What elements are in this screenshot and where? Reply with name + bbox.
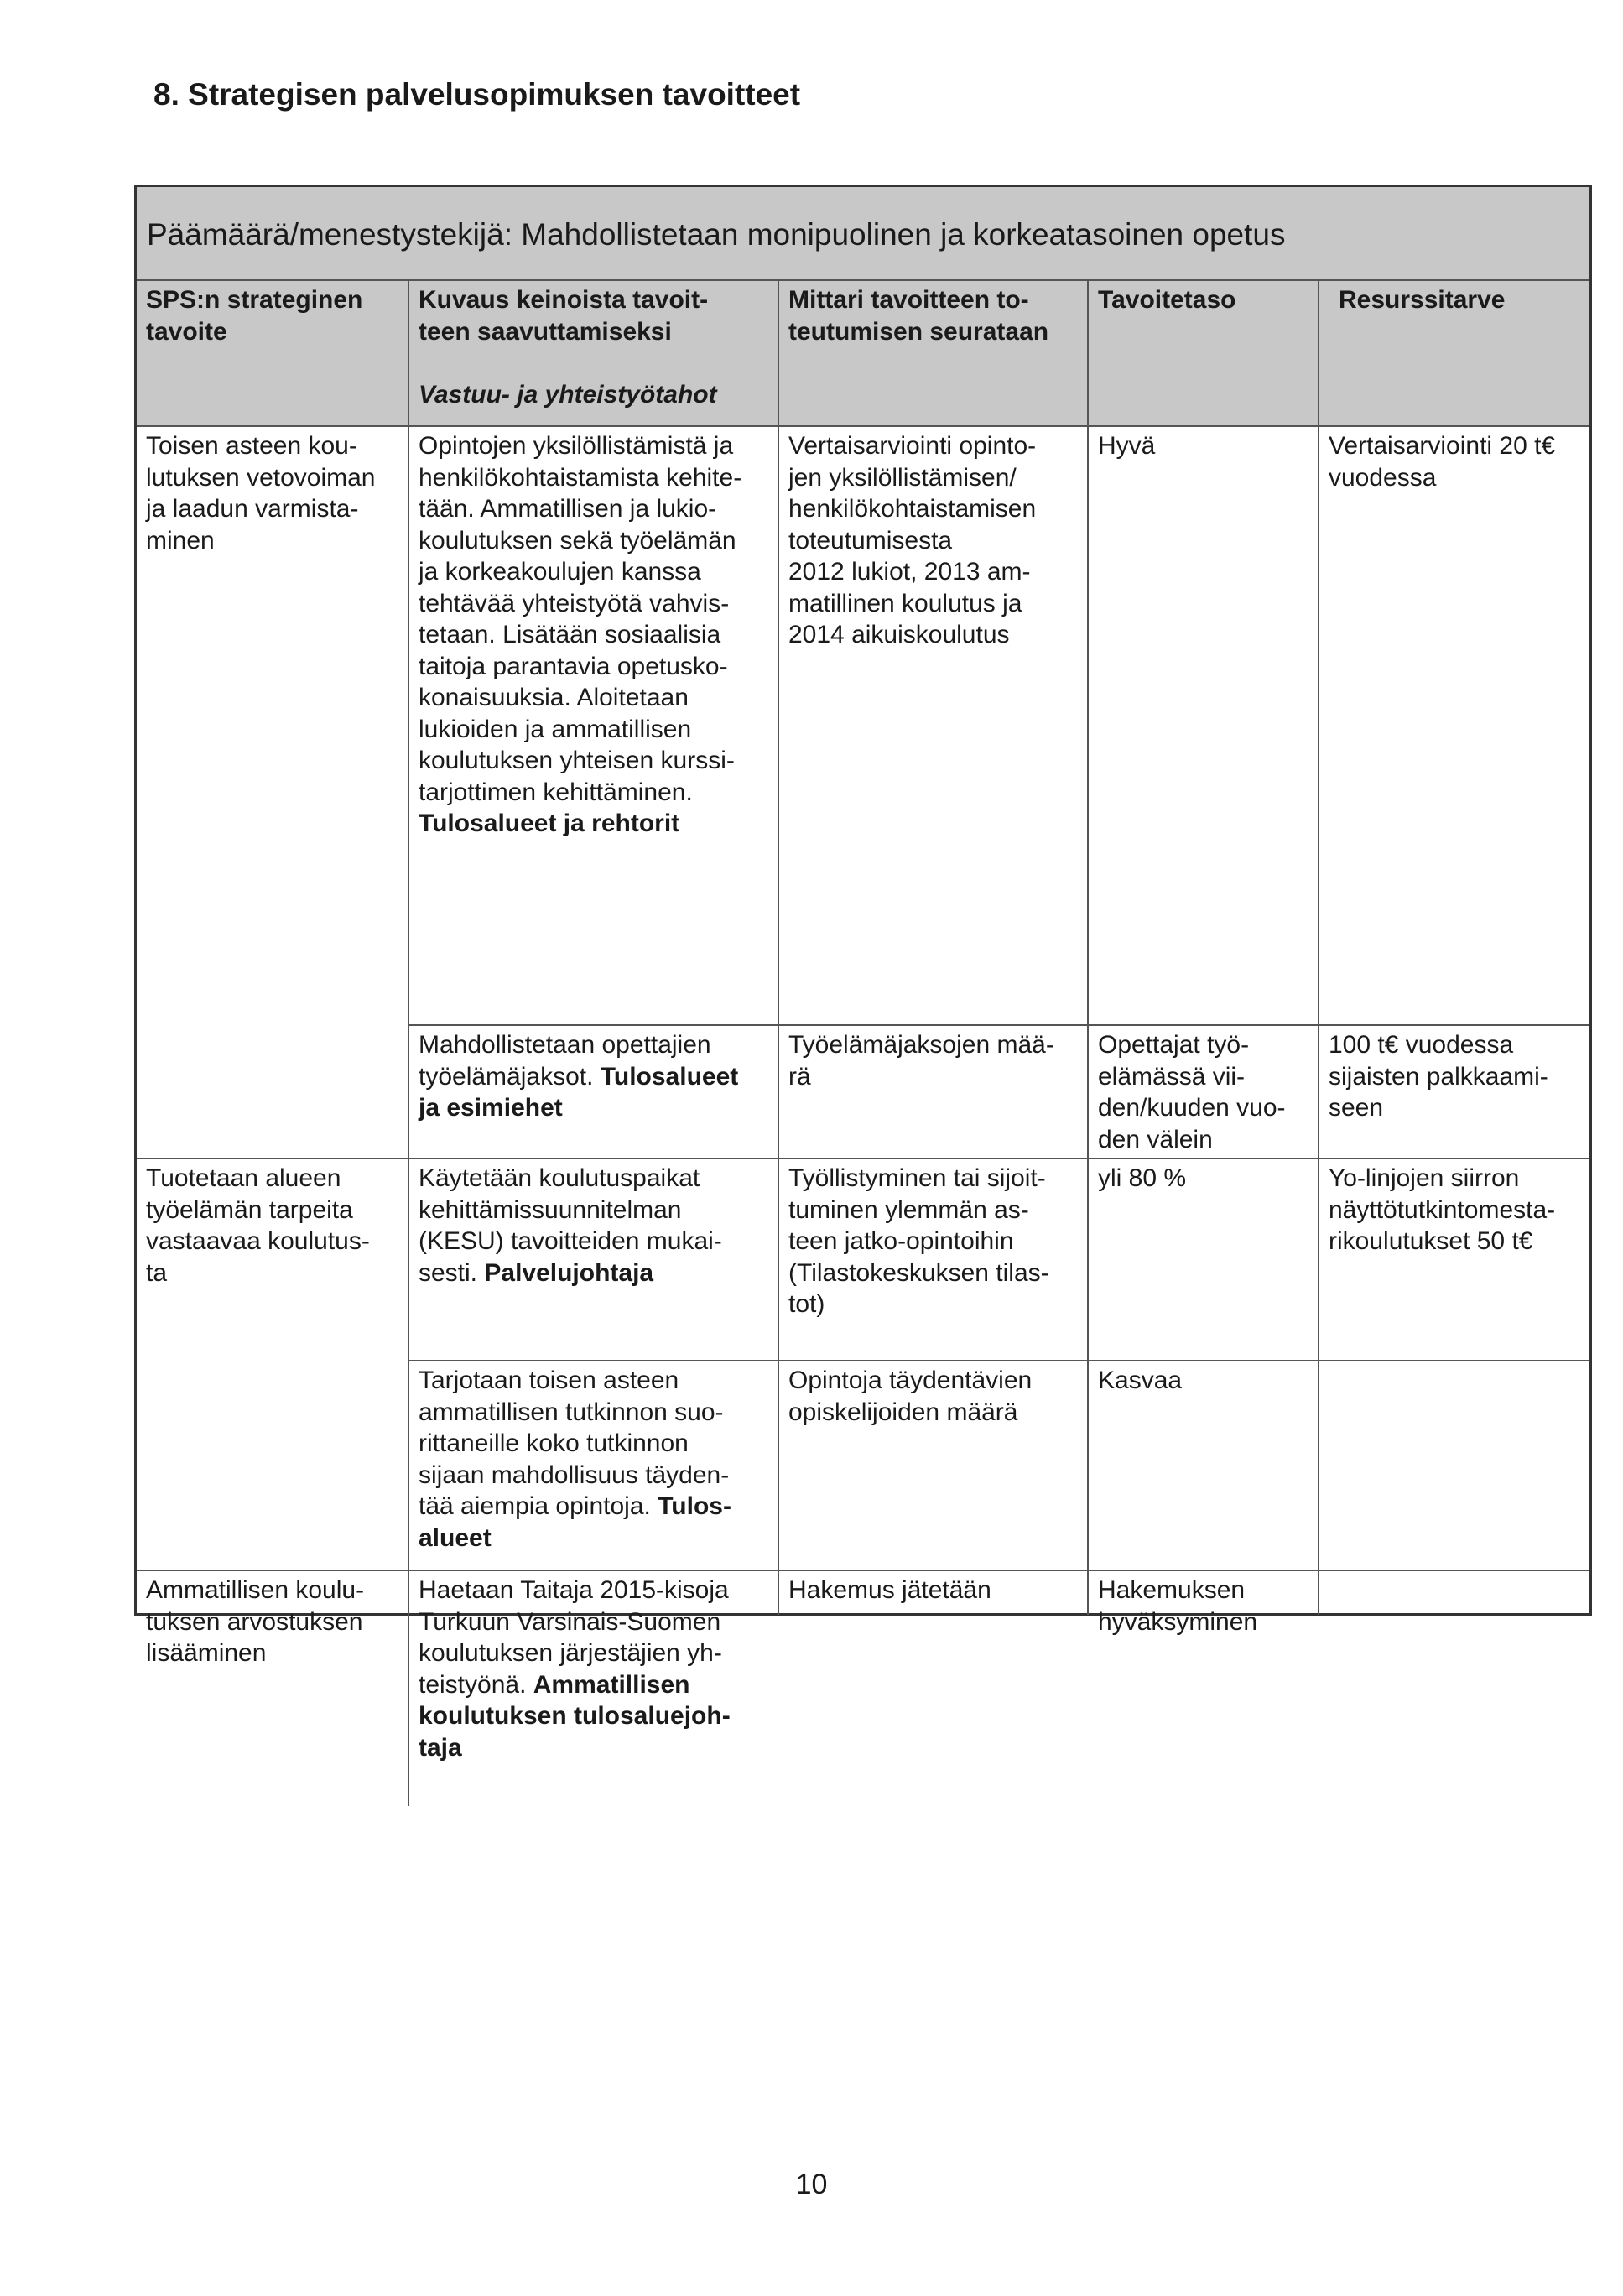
row2-responsible: Tulosalueet xyxy=(600,1062,739,1091)
goal-cell-3: Ammatillisen koulu- tuksen arvostuksen lisääminen xyxy=(137,1571,409,1806)
row5-meter: Hakemus jätetään xyxy=(779,1571,1089,1615)
goal-cell-2: Tuotetaan alueen työelämän tarpeita vastaavaa koulutus- ta xyxy=(137,1159,409,1571)
column-rule xyxy=(1318,1571,1319,1615)
row3-resource: Yo-linjojen siirron näyttötutkintomesta- rikoulutukset 50 t€ xyxy=(1319,1159,1589,1361)
goal-cell-1: Toisen asteen kou- lutuksen vetovoiman ja laadun varmista- minen xyxy=(137,427,409,1159)
row4-resource xyxy=(1319,1361,1589,1571)
header-meter: Mittari tavoitteen to- teutumisen seurataan xyxy=(779,281,1089,427)
row1-responsible: Tulosalueet ja rehtorit xyxy=(419,810,680,837)
row4-target-level: Kasvaa xyxy=(1089,1361,1319,1571)
row3-meter: Työllistyminen tai sijoit- tuminen ylemmän as- teen jatko-opintoihin (Tilastokeskuksen tilas- tot) xyxy=(779,1159,1089,1361)
header-means-description: Kuvaus keinoista tavoit- teen saavuttamiseksi Vastuu- ja yhteistyötahot xyxy=(409,281,779,427)
row1-description: Opintojen yksilöllistämistä ja henkilökohtaistamista kehite- tään. Ammatillisen ja lukio- koulutuksen sekä työelämän ja korkeakoulujen kanssa tehtävää yhteistyötä vahvis- tetaan. Lisätään sosiaalisia taitoja parantavia opetusko- konaisuuksia. Aloitetaan lukioiden ja ammatillisen koulutuksen yhteisen kurssi- tarjottimen kehittäminen. Tulosalueet ja rehtorit xyxy=(409,427,779,1026)
page-heading: 8. Strategisen palvelusopimuksen tavoitteet xyxy=(153,77,801,112)
row2-target-level: Opettajat työ- elämässä vii- den/kuuden vuo- den välein xyxy=(1089,1026,1319,1159)
row3-target-level: yli 80 % xyxy=(1089,1159,1319,1361)
header-target-level: Tavoitetaso xyxy=(1089,281,1319,427)
header-responsible-parties: Vastuu- ja yhteistyötahot xyxy=(419,380,717,409)
row1-meter: Vertaisarviointi opinto- jen yksilöllistämisen/ henkilökohtaistamisen toteutumisesta 2012 lukiot, 2013 am- matillinen koulutus ja 2014 aikuiskoulutus xyxy=(779,427,1089,1026)
row3-description: Käytetään koulutuspaikat kehittämissuunnitelman (KESU) tavoitteiden mukai- sesti. Palvelujohtaja xyxy=(409,1159,779,1361)
header-strategic-goal: SPS:n strateginen tavoite xyxy=(137,281,409,427)
row4-meter: Opintoja täydentävien opiskelijoiden määrä xyxy=(779,1361,1089,1571)
row5-resource xyxy=(1319,1571,1589,1615)
row2-resource: 100 t€ vuodessa sijaisten palkkaami- seen xyxy=(1319,1026,1589,1159)
row4-description: Tarjotaan toisen asteen ammatillisen tutkinnon suo- rittaneille koko tutkinnon sijaan mahdollisuus täyden- tää aiempia opintoja. Tulos- alueet xyxy=(409,1361,779,1571)
header-resource-need: Resurssitarve xyxy=(1319,281,1589,427)
page-number: 10 xyxy=(795,2168,828,2200)
row5-target-level: Hakemuksen hyväksyminen xyxy=(1089,1571,1319,1615)
column-rule xyxy=(778,1571,779,1615)
row2-meter: Työelämäjaksojen mää- rä xyxy=(779,1026,1089,1159)
column-rule xyxy=(408,1571,409,1615)
column-rule xyxy=(1087,1571,1089,1615)
table-banner: Päämäärä/menestystekijä: Mahdollistetaan monipuolinen ja korkeatasoinen opetus xyxy=(137,187,1589,281)
row3-responsible: Palvelujohtaja xyxy=(484,1258,654,1287)
row5-description: Haetaan Taitaja 2015-kisoja Turkuun Varsinais-Suomen koulutuksen järjestäjien yh- teistyönä. Ammatillisen koulutuksen tulosaluejoh- taja xyxy=(409,1571,779,1615)
row4-responsible: Tulos- xyxy=(658,1492,731,1520)
row2-description: Mahdollistetaan opettajien työelämäjaksot. Tulosalueet ja esimiehet xyxy=(409,1026,779,1159)
goals-table xyxy=(134,185,1592,1762)
row1-target-level: Hyvä xyxy=(1089,427,1319,1026)
row1-resource: Vertaisarviointi 20 t€ vuodessa xyxy=(1319,427,1589,1026)
row5-responsible: Ammatillisen xyxy=(533,1670,690,1699)
